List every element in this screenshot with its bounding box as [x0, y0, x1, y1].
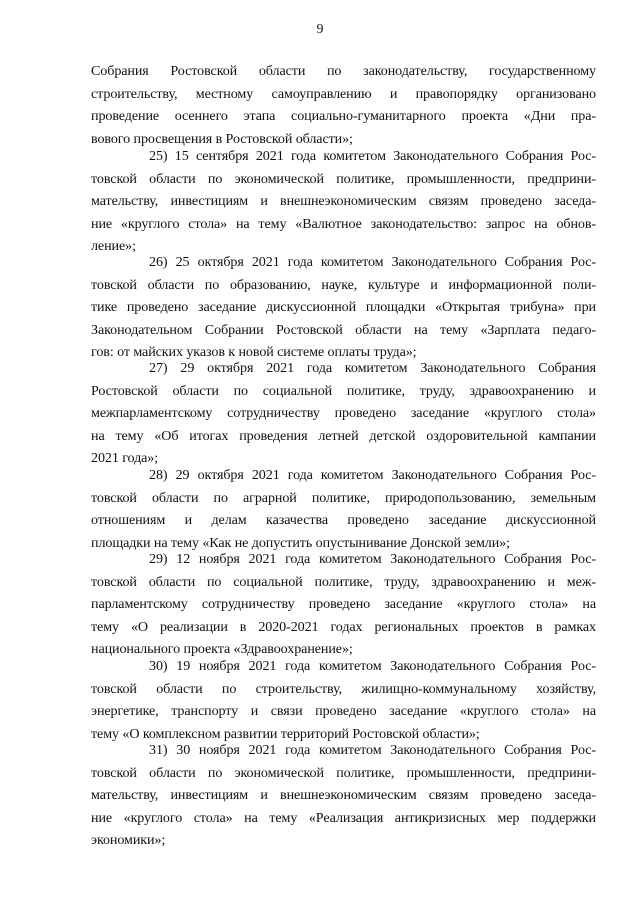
text-line: товской области по аграрной политике, природопользованию, земельным [91, 489, 596, 506]
text-line: тике проведено заседание дискуссионной площадки «Открытая трибуна» при [91, 299, 596, 316]
paragraph [91, 655, 596, 745]
text-line: вового просвещения в Ростовской области»; [91, 130, 353, 147]
text-line: 30) 19 ноября 2021 года комитетом Законодательного Собрания Рос- [149, 658, 596, 674]
text-line: гов: от майских указов к новой системе оплаты труда»; [91, 344, 417, 361]
text-line: на тему «Об итогах проведения летней детской оздоровительной кампании [91, 427, 596, 444]
text-line: 2021 года»; [91, 450, 159, 467]
text-line: 25) 15 сентября 2021 года комитетом Законодательного Собрания Рос- [149, 148, 596, 164]
text-line: тему «О реализации в 2020-2021 годах региональных проектов в рамках [91, 618, 596, 635]
text-line: мательству, инвестициям и внешнеэкономическим связям проведено заседа- [91, 193, 596, 210]
paragraph [91, 251, 596, 364]
text-line: площадки на тему «Как не допустить опустынивание Донской земли»; [91, 534, 510, 551]
text-line: товской области по экономической политике, промышленности, предприни- [91, 170, 596, 187]
paragraph [91, 464, 596, 554]
text-line: строительству, местному самоуправлению и правопорядку организовано [91, 85, 596, 102]
page-number: 9 [316, 22, 324, 37]
text-line: ние «круглого стола» на тему «Валютное законодательство: запрос на обнов- [91, 215, 596, 232]
text-line: ление»; [91, 238, 136, 255]
text-line: 28) 29 октября 2021 года комитетом Законодательного Собрания Рос- [149, 467, 596, 483]
text-line: 26) 25 октября 2021 года комитетом Законодательного Собрания Рос- [149, 254, 596, 270]
text-line: товской области по строительству, жилищно-коммунальному хозяйству, [91, 680, 596, 697]
text-line: 31) 30 ноября 2021 года комитетом Законодательного Собрания Рос- [149, 742, 596, 758]
text-line: товской области по образованию, науке, культуре и информационной поли- [91, 276, 596, 293]
text-line: ние «круглого стола» на тему «Реализация антикризисных мер поддержки [91, 809, 596, 826]
text-line: межпарламентскому сотрудничеству проведено заседание «круглого стола» [91, 405, 596, 422]
text-line: экономики»; [91, 832, 166, 849]
text-line: Собрания Ростовской области по законодательству, государственному [91, 63, 596, 79]
text-line: 29) 12 ноября 2021 года комитетом Законодательного Собрания Рос- [149, 551, 596, 567]
text-line: 27) 29 октября 2021 года комитетом Законодательного Собрания [149, 360, 596, 376]
paragraph [91, 145, 596, 258]
paragraph [91, 548, 596, 661]
text-line: парламентскому сотрудничеству проведено заседание «круглого стола» на [91, 596, 596, 613]
text-line: товской области по экономической политике, промышленности, предприни- [91, 764, 596, 781]
text-line: национального проекта «Здравоохранение»; [91, 641, 353, 658]
text-line: товской области по социальной политике, труду, здравоохранению и меж- [91, 573, 596, 590]
text-line: тему «О комплексном развитии территорий Ростовской области»; [91, 725, 480, 742]
text-line: энергетике, транспорту и связи проведено заседание «круглого стола» на [91, 703, 596, 720]
text-line: отношениям и делам казачества проведено заседание дискуссионной [91, 512, 596, 529]
text-line: проведение осеннего этапа социально-гуманитарного проекта «Дни пра- [91, 108, 596, 125]
paragraph [91, 739, 596, 852]
text-line: мательству, инвестициям и внешнеэкономическим связям проведено заседа- [91, 787, 596, 804]
paragraph [91, 60, 596, 150]
paragraph [91, 357, 596, 470]
text-line: Законодательном Собрании Ростовской области на тему «Зарплата педаго- [91, 321, 596, 338]
text-line: Ростовской области по социальной политике, труду, здравоохранению и [91, 382, 596, 399]
